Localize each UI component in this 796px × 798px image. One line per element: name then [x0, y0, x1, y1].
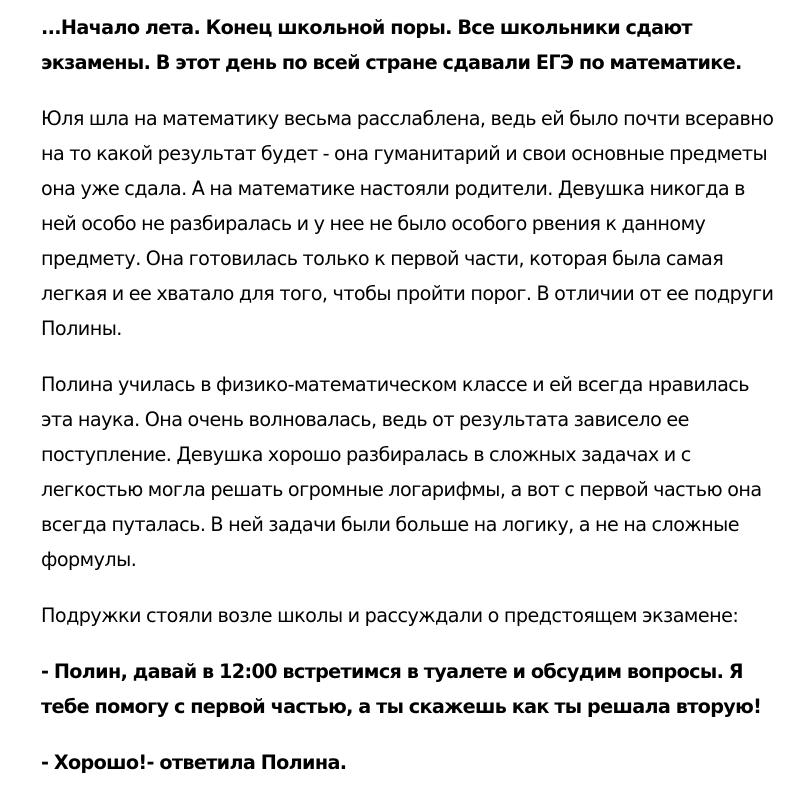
paragraph-julia: Юля шла на математику весьма расслаблена, ведь ей было почти всеравно на то какой результат будет - она гуманитарий и свои основные предметы она уже сдала. А на математике настояли родители. Девушка никогда в ней особо не разбиралась и у нее не было особого рвения к данному предмету. Она готовилась только к первой части, которая была самая легкая и ее хватало для того, чтобы пройти порог. В отличии от ее подруги Полины. — [41, 107, 774, 340]
paragraph-intro: ...Начало лета. Конец школьной поры. Все школьники сдают экзамены. В этот день по всей стране сдавали ЕГЭ по математике. — [41, 16, 742, 74]
dialogue-line-1: - Полин, давай в 12:00 встретимся в туалете и обсудим вопросы. Я тебе помогу с первой частью, а ты скажешь как ты решала вторую! — [41, 660, 762, 718]
dialogue-line-2: - Хорошо!- ответила Полина. — [41, 751, 347, 774]
paragraph-polina: Полина училась в физико-математическом классе и ей всегда нравилась эта наука. Она очень волновалась, ведь от результата зависело ее поступление. Девушка хорошо разбиралась в сложных задачах и с легкостью могла решать огромные логарифмы, а вот с первой частью она всегда путалась. В ней задачи были больше на логику, а не на сложные формулы. — [41, 373, 762, 571]
paragraph-friends: Подружки стояли возле школы и рассуждали о предстоящем экзамене: — [41, 604, 739, 627]
